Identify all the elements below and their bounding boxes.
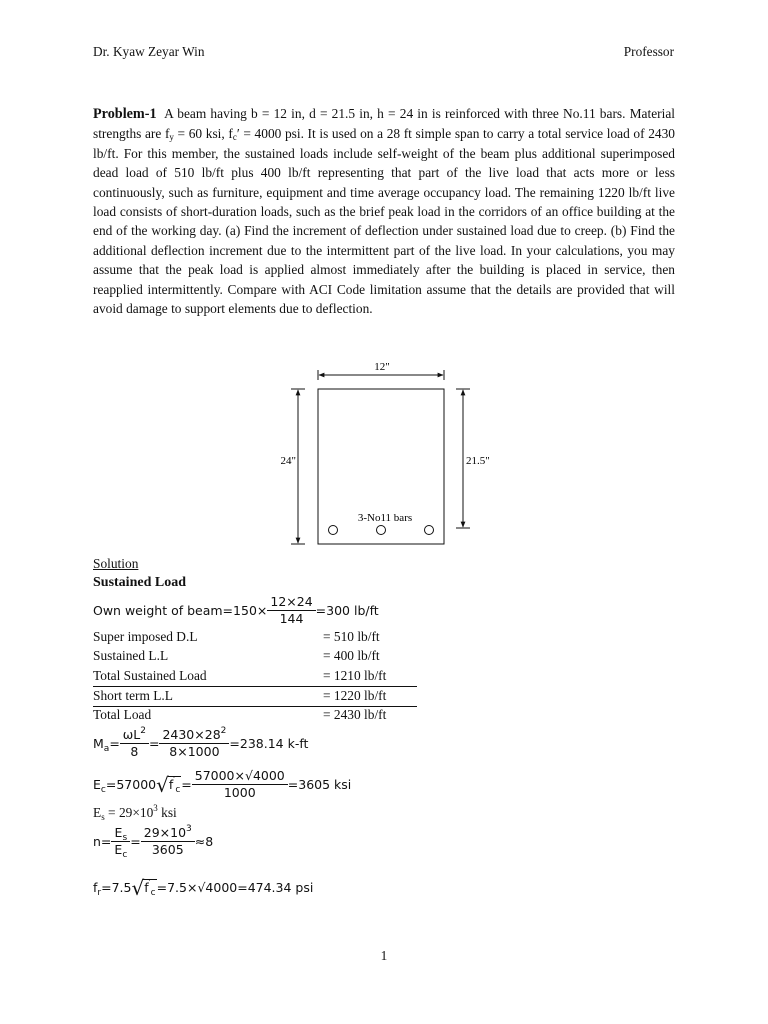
rebar-2 (377, 526, 386, 535)
depth-label: 21.5" (466, 455, 490, 467)
sustained-load-heading: Sustained Load (93, 575, 186, 590)
load-label-2: Sustained L.L (93, 648, 169, 663)
load-value-2: = 400 lb/ft (323, 648, 380, 663)
load-value-4: = 1220 lb/ft (323, 688, 387, 703)
load-label-1: Super imposed D.L (93, 629, 198, 644)
load-value-1: = 510 lb/ft (323, 629, 380, 644)
fr-equation: $f_r=7.5√f'_c=7.5\times√4000=474.34$ psi (93, 876, 314, 900)
header-title: Professor (623, 44, 674, 59)
solution-heading: Solution (93, 556, 139, 571)
load-value-3: = 1210 lb/ft (323, 668, 387, 683)
ec-equation: $E_c=57000√f'_c=$ $\frac{57000\times√4000}{1000}$ =3605 ksi (93, 768, 352, 800)
moment-equation: $M_a=$ $\frac{\omega L^2}{8}$ = $\frac{2430\times 28^2}{8\times 1000}$ =238.14 k-ft (93, 726, 309, 759)
problem-text-3: ′ = 4000 psi. It is used on a 28 ft simple span to carry a total service load of 2430 lb/ft. For this member, the sustained loads include self-weight of the beam plus additional superimposed dead load of 510 lb/ft plus 400 lb/ft representing that part of the live load that acts more or less continuously, such as furniture, equipment and time average occupancy load. The remaining 1220 lb/ft live load consists of short-duration loads, such as the brief peak load in the corridors of an office building at the end of the working day. (a) Find the increment of deflection under sustained load due to creep. (b) Find the additional deflection increment due to the intermittent part of the live load. In your calculations, you may assume that the peak load is applied almost immediately after the building is placed in service, then reapplied intermittently. Compare with ACI Code limitation assume that the details are provided that will avoid damage to support elements due to deflection. (93, 126, 675, 317)
header-author: Dr. Kyaw Zeyar Win (93, 44, 205, 59)
problem-label: Problem-1 (93, 106, 157, 122)
modular-ratio-equation: n= $\frac{E_s}{E_c}$ = $\frac{29\times 10^3}{3605}$ ≈8 (93, 824, 214, 860)
sub-c: c (232, 132, 237, 143)
own-weight-equation: Own weight of beam=150× $\frac{12\times 24}{144}$ =300 lb/ft (93, 594, 379, 626)
load-label-5: Total Load (93, 707, 152, 722)
problem-text-1: A beam having b = 12 in, d = 21.5 in, h = 24 in is reinforced with three No.11 bars. Material strengths are f (93, 106, 675, 142)
page-number: 1 (380, 948, 388, 963)
rebar-3 (425, 526, 434, 535)
problem-statement (93, 104, 675, 318)
load-label-3: Total Sustained Load (93, 668, 207, 683)
bars-label: 3-No11 bars (357, 512, 413, 524)
sub-y: y (169, 132, 174, 143)
rebar-1 (329, 526, 338, 535)
height-label: 24" (280, 455, 296, 467)
rule-1 (93, 686, 417, 687)
beam-section-figure (270, 358, 510, 550)
load-value-5: = 2430 lb/ft (323, 707, 387, 722)
load-label-4: Short term L.L (93, 688, 173, 703)
problem-text-2: = 60 ksi, f (173, 126, 233, 142)
width-label: 12" (374, 361, 390, 373)
es-equation: $E_s = 29\times 10^3$ ksi (93, 803, 177, 822)
